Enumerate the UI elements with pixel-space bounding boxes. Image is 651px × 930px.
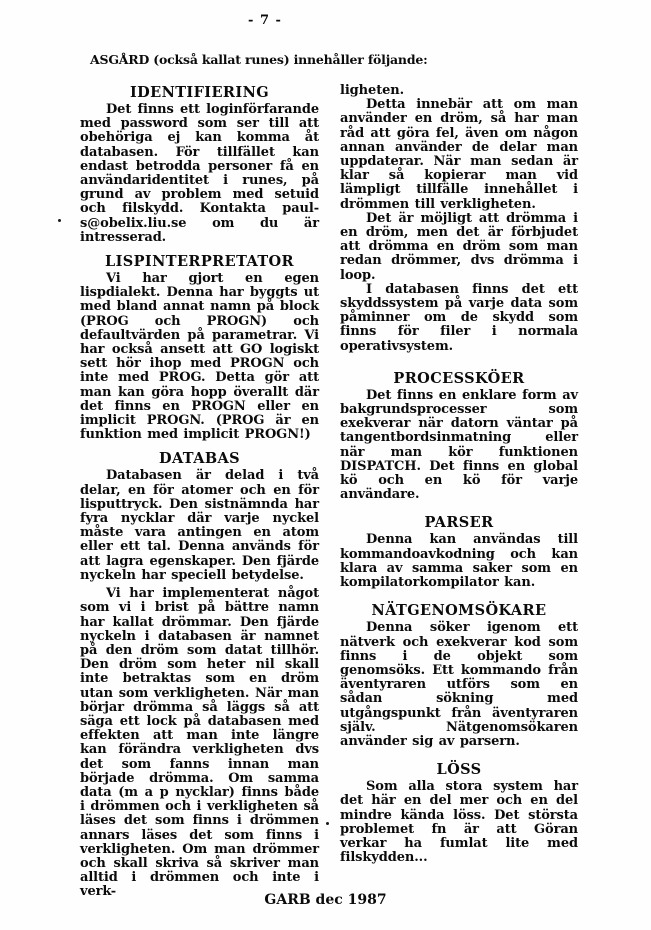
right-column <box>340 84 578 865</box>
scan-artifact-dot <box>326 822 329 825</box>
paragraph-natgenomsokare: Denna söker igenom ett nätverk och exekverar kod som finns i de objekt som genomsöks. Ett kommando från äventyraren utförs som en sådan sökning med utgångspunkt från äventyraren själv. Nätgenomsökaren använder sig av parsern. <box>340 620 578 749</box>
document-intro: ASGÅRD (också kallat runes) innehåller följande: <box>90 52 428 67</box>
paragraph-skyddssystem: I databasen finns det ett skyddssystem på varje data som påminner om de skydd som finns för filer i normala operativsystem. <box>340 281 578 354</box>
paragraph-parser: Denna kan användas till kommandoavkodning och kan klara av samma saker som en kompilatorkompilator kan. <box>340 532 578 591</box>
section-heading-parser: PARSER <box>424 514 494 532</box>
left-column <box>80 84 319 900</box>
section-heading-identifiering: IDENTIFIERING <box>129 84 270 101</box>
page-number: - 7 - <box>248 13 282 28</box>
scan-artifact-dot <box>58 219 61 222</box>
paragraph-databas-2: Vi har implementerat något som vi i brist på bättre namn har kallat drömmar. Den fjärde nyckeln i databasen är namnet på den dröm som datat tillhör. Den dröm som heter nil skall inte betraktas som en dröm utan som verkligheten. När man börjar drömma så läggs så att säga ett lock på databasen med effekten att man inte längre kan förändra verkligheten dvs det som fanns innan man började drömma. Om samma data (m a p nycklar) finns både i drömmen och i verkligheten så läses det som finns i drömmen annars läses det som finns i verkligheten. Om man drömmer och skall skriva så skriver man alltid i drömmen och inte i verk- <box>80 586 319 900</box>
paragraph-identifiering: Det finns ett loginförfarande med password som ser till att obehöriga ej kan komma åt databasen. För tillfället kan endast betrodda personer få en användaridentitet i runes, på grund av problem med setuid och filskydd. Kontakta paul-s@obelix.liu.se om du är intresserad. <box>80 102 319 245</box>
section-heading-databas: DATABAS <box>158 450 241 468</box>
section-heading-processkoer: PROCESSKÖER <box>393 369 525 387</box>
section-heading-natgenomsokare: NÄTGENOMSÖKARE <box>371 602 547 620</box>
paragraph-databas-1: Databasen är delad i två delar, en för atomer och en för lisputtryck. Den sistnämnda har fyra nycklar där varje nyckel måste vara antingen en atom eller ett tal. Denna används för att lagra egenskaper. Den fjärde nyckeln har speciell betydelse. <box>80 468 319 583</box>
paragraph-drommar-2: Det är möjligt att drömma i en dröm, men det är förbjudet att drömma en dröm som man redan drömmer, dvs drömma i loop. <box>340 210 578 283</box>
paragraph-continuation: ligheten. <box>340 83 405 98</box>
document-footer: GARB dec 1987 <box>264 892 387 908</box>
section-heading-loss: LÖSS <box>436 761 482 779</box>
paragraph-processkoer: Det finns en enklare form av bakgrundsprocesser som exekverar när datorn väntar på tangentbordsinmatning eller när man kör funktionen DISPATCH. Det finns en global kö och en kö för varje användare. <box>340 387 578 503</box>
paragraph-drommar-1: Detta innebär att om man använder en dröm, så har man råd att göra fel, även om någon annan använder de delar man uppdaterar. När man sedan är klar så kopierar man vid lämpligt tillfälle innehållet i drömmen till verkligheten. <box>340 97 578 212</box>
paragraph-lispinterpretator: Vi har gjort en egen lispdialekt. Denna har byggts ut med bland annat namn på block (PROG och PROGN) och defaultvärden på parametrar. Vi har också ansett att GO logiskt sett hör ihop med PROGN och inte med PROG. Detta gör att man kan göra hopp överallt där det finns en PROGN eller en implicit PROGN. (PROG är en funktion med implicit PROGN!) <box>80 271 319 443</box>
paragraph-loss: Som alla stora system har det här en del mer och en del mindre kända löss. Det största problemet fn är att Göran verkar ha fumlat lite med filskydden... <box>340 779 578 866</box>
section-heading-lispinterpretator: LISPINTERPRETATOR <box>104 253 294 271</box>
